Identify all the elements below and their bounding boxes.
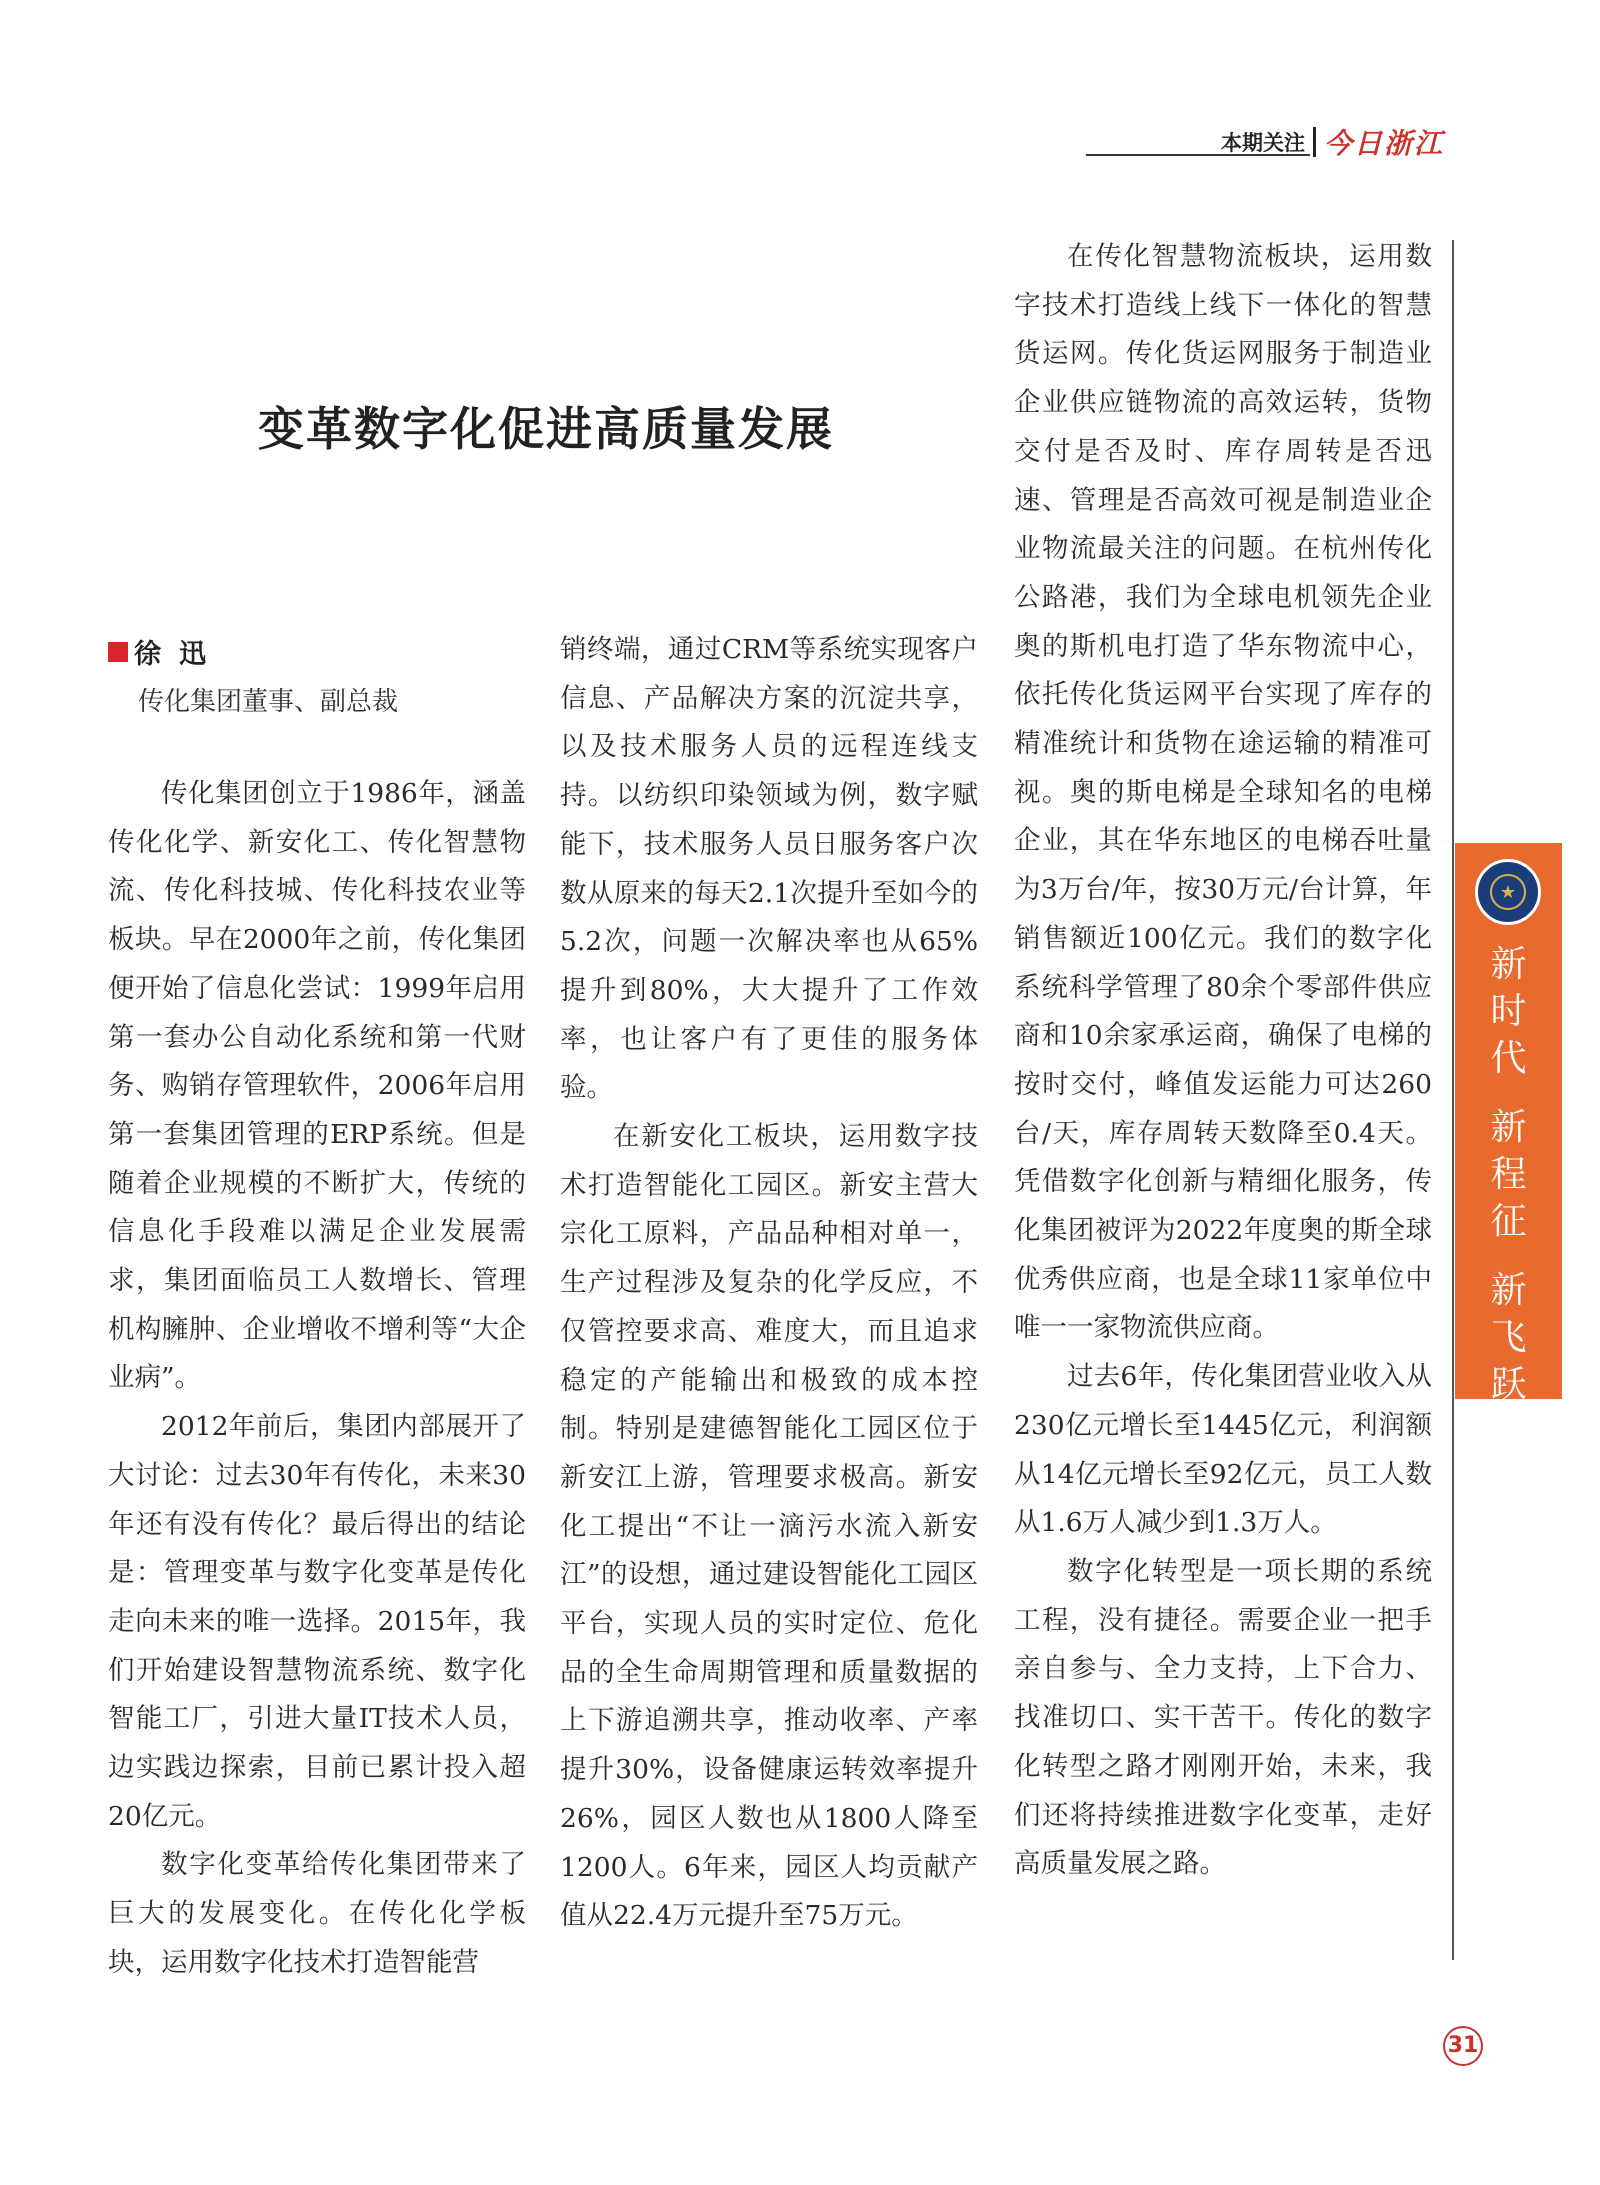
slogan-char: 飞 (1490, 1317, 1527, 1358)
slogan-char: 新 (1490, 1270, 1527, 1311)
author-line (108, 632, 224, 671)
slogan-char: 征 (1490, 1201, 1527, 1242)
article-title: 变革数字化促进高质量发展 (258, 402, 834, 456)
page-number: 31 (1443, 2026, 1483, 2066)
slogan (1455, 941, 1562, 1408)
paragraph: 在传化智慧物流板块，运用数字技术打造线上线下一体化的智慧货运网。传化货运网服务于制造业企业供应链物流的高效运转，货物交付是否及时、库存周转是否迅速、管理是否高效可视是制造业企业物流最关注的问题。在杭州传化公路港，我们为全球电机领先企业奥的斯机电打造了华东物流中心，依托传化货运网平台实现了库存的精准统计和货物在途运输的精准可视。奥的斯电梯是全球知名的电梯企业，其在华东地区的电梯吞吐量为3万台/年，按30万元/台计算，年销售额近100亿元。我们的数字化系统科学管理了80余个零部件供应商和10余家承运商，确保了电梯的按时交付，峰值发运能力可达260台/天，库存周转天数降至0.4天。凭借数字化创新与精细化服务，传化集团被评为2022年度奥的斯全球优秀供应商，也是全球11家单位中唯一一家物流供应商。 (1014, 241, 1432, 1344)
magazine-logo: 今日浙江 (1323, 127, 1444, 160)
paragraph: 在新安化工板块，运用数字技术打造智能化工园区。新安主营大宗化工原料，产品品种相对单一，生产过程涉及复杂的化学反应，不仅管控要求高、难度大，而且追求稳定的产能输出和极致的成本控制。特别是建德智能化工园区位于新安江上游，管理要求极高。新安化工提出“不让一滴污水流入新安江”的设想，通过建设智能化工园区平台，实现人员的实时定位、危化品的全生命周期管理和质量数据的上下游追溯共享，推动收率、产率提升30%，设备健康运转效率提升26%，园区人数也从1800人降至1200人。6年来，园区人均贡献产值从22.4万元提升至75万元。 (560, 1121, 978, 1932)
paragraph: 数字化转型是一项长期的系统工程，没有捷径。需要企业一把手亲自参与、全力支持，上下合力、找准切口、实干苦干。传化的数字化转型之路才刚刚开始，未来，我们还将持续推进数字化变革，走好高质量发展之路。 (1014, 1555, 1432, 1880)
column-divider (1452, 240, 1454, 1960)
text-column-2 (560, 626, 978, 1941)
slogan-char: 时 (1490, 991, 1527, 1032)
slogan-sidebar (1455, 843, 1562, 1405)
slogan-char: 跃 (1490, 1364, 1527, 1405)
slogan-char: 程 (1490, 1154, 1527, 1195)
text-column-3 (1014, 233, 1432, 1889)
slogan-char: 代 (1490, 1038, 1527, 1079)
paragraph: 过去6年，传化集团营业收入从230亿元增长至1445亿元，利润额从14亿元增长至92亿元，员工人数从1.6万人减少到1.3万人。 (1014, 1361, 1432, 1539)
slogan-char: 新 (1490, 1107, 1527, 1148)
emblem-icon: ★ (1475, 859, 1541, 925)
author-marker-icon (108, 642, 128, 662)
paragraph: 数字化变革给传化集团带来了巨大的发展变化。在传化化学板块，运用数字化技术打造智能营 (108, 1849, 526, 1978)
running-header (1221, 122, 1444, 162)
paragraph: 传化集团创立于1986年，涵盖传化化学、新安化工、传化智慧物流、传化科技城、传化科技农业等板块。早在2000年之前，传化集团便开始了信息化尝试：1999年启用第一套办公自动化系统和第一代财务、购销存管理软件，2006年启用第一套集团管理的ERP系统。但是随着企业规模的不断扩大，传统的信息化手段难以满足企业发展需求，集团面临员工人数增长、管理机构臃肿、企业增收不增利等“大企业病”。 (108, 778, 526, 1394)
section-label: 本期关注 (1220, 131, 1305, 155)
slogan-char: 新 (1490, 944, 1527, 985)
paragraph: 销终端，通过CRM等系统实现客户信息、产品解决方案的沉淀共享，以及技术服务人员的远程连线支持。以纺织印染领域为例，数字赋能下，技术服务人员日服务客户次数从原来的每天2.1次提升至如今的5.2次，问题一次解决率也从65%提升到80%，大大提升了工作效率，也让客户有了更佳的服务体验。 (560, 634, 978, 1104)
text-column-1 (108, 770, 526, 1988)
author-role: 传化集团董事、副总裁 (138, 687, 399, 717)
paragraph: 2012年前后，集团内部展开了大讨论：过去30年有传化，未来30年还有没有传化？最后得出的结论是：管理变革与数字化变革是传化走向未来的唯一选择。2015年，我们开始建设智慧物流系统、数字化智能工厂，引进大量IT技术人员，边实践边探索，目前已累计投入超20亿元。 (108, 1411, 526, 1832)
author-name: 徐迅 (134, 639, 224, 670)
header-separator (1313, 127, 1316, 157)
